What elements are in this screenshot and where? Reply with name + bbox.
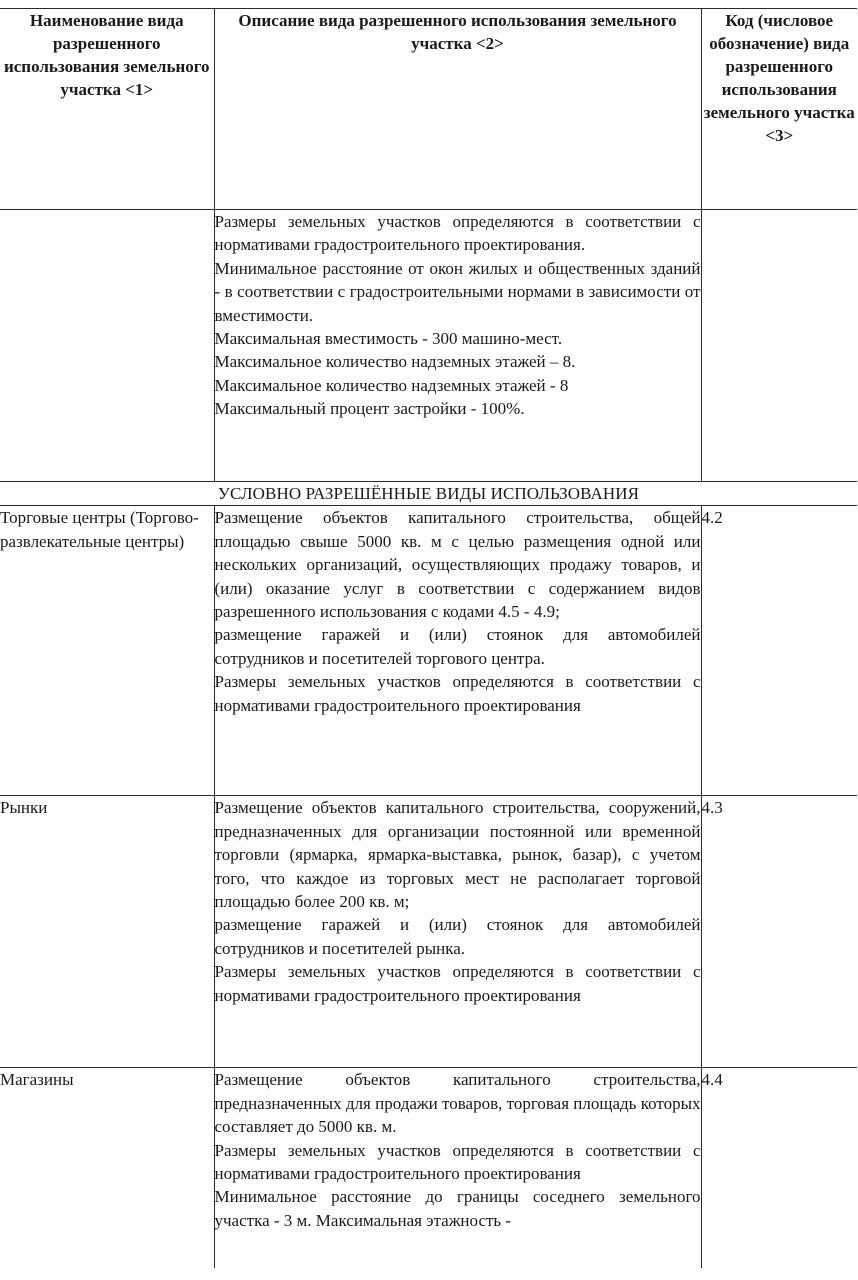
row-name: Рынки — [0, 796, 214, 1068]
description-paragraph: Максимальное количество надземных этажей - 8 — [214, 375, 569, 395]
description-paragraph: Размещение объектов капитального строительства, сооружений, предназначенных для организации постоянной или временной торговли (ярмарка, ярмарка-выставка, рынок, базар), с учетом того, что каждое из торговых мест не располагает торговой площадью более 200 кв. м; — [214, 798, 701, 912]
table-row — [0, 506, 857, 796]
description-paragraph: Размеры земельных участков определяются в соответствии с нормативами градостроительного проектирования — [214, 1140, 701, 1184]
row-description — [214, 796, 701, 1068]
header-name-column: Наименование вида разрешенного использования земельного участка <1> — [0, 9, 214, 210]
description-paragraph: размещение гаражей и (или) стоянок для автомобилей сотрудников и посетителей торгового центра. — [214, 625, 701, 668]
table-row — [0, 210, 857, 482]
row-code — [701, 210, 857, 482]
description-paragraph: Размеры земельных участков определяются в соответствии с нормативами градостроительного проектирования — [214, 962, 701, 1005]
description-paragraph: Размеры земельных участков определяются в соответствии с нормативами градостроительного проектирования — [214, 672, 701, 715]
section-title: УСЛОВНО РАЗРЕШЁННЫЕ ВИДЫ ИСПОЛЬЗОВАНИЯ — [0, 482, 857, 506]
table-header-row — [0, 9, 857, 210]
row-description — [214, 506, 701, 796]
row-code: 4.3 — [701, 796, 857, 1068]
table-row — [0, 796, 857, 1068]
row-code: 4.4 — [701, 1068, 857, 1268]
description-paragraph: Максимальный процент застройки - 100%. — [214, 399, 525, 419]
row-description — [214, 1068, 701, 1268]
description-paragraph: Максимальное количество надземных этажей – 8. — [214, 352, 576, 372]
land-use-table — [0, 8, 857, 1268]
description-paragraph: Максимальная вместимость - 300 машино-мест. — [214, 329, 563, 349]
row-name: Магазины — [0, 1068, 214, 1268]
row-code: 4.2 — [701, 506, 857, 796]
description-paragraph: Минимальное расстояние от окон жилых и общественных зданий - в соответствии с градостроительными нормами в зависимости от вместимости. — [214, 258, 701, 325]
header-code-column: Код (числовое обозначение) вида разрешенного использования земельного участка <3> — [701, 9, 857, 210]
description-paragraph: Размещение объектов капитального строительства, предназначенных для продажи товаров, торговая площадь которых составляет до 5000 кв. м. — [214, 1070, 701, 1137]
row-name: Торговые центры (Торгово-развлекательные центры) — [0, 506, 214, 796]
row-description — [214, 210, 701, 482]
header-description-column: Описание вида разрешенного использования земельного участка <2> — [214, 9, 701, 210]
row-name — [0, 210, 214, 482]
description-paragraph: Размещение объектов капитального строительства, общей площадью свыше 5000 кв. м с целью размещения одной или нескольких организаций, осуществляющих продажу товаров, и (или) оказание услуг в соответствии с содержанием видов разрешенного использования с кодами 4.5 - 4.9; — [214, 508, 701, 622]
section-header-row — [0, 482, 857, 506]
table-row — [0, 1068, 857, 1268]
description-paragraph: Размеры земельных участков определяются в соответствии с нормативами градостроительного проектирования. — [214, 212, 701, 255]
description-paragraph: Минимальное расстояние до границы соседнего земельного участка - 3 м. Максимальная этажность - — [214, 1187, 701, 1230]
description-paragraph: размещение гаражей и (или) стоянок для автомобилей сотрудников и посетителей рынка. — [214, 915, 701, 958]
